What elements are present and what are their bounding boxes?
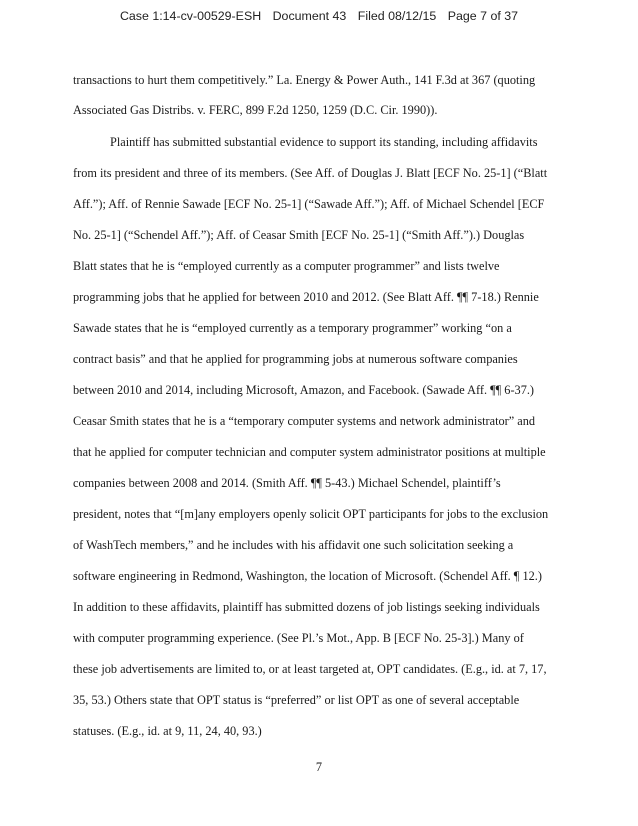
document-number: Document 43 (272, 9, 347, 23)
body-line: that he applied for computer technician and computer system administrator positions at multiple (73, 445, 546, 459)
body-line: with computer programming experience. (See Pl.’s Mot., App. B [ECF No. 25-3].) Many of (73, 631, 524, 645)
body-line: Blatt states that he is “employed currently as a computer programmer” and lists twelve (73, 259, 500, 273)
body-line: software engineering in Redmond, Washington, the location of Microsoft. (Schendel Aff. ¶ 12.) (73, 569, 542, 583)
body-line: companies between 2008 and 2014. (Smith Aff. ¶¶ 5-43.) Michael Schendel, plaintiff’s (73, 476, 501, 490)
body-line: programming jobs that he applied for between 2010 and 2012. (See Blatt Aff. ¶¶ 7-18.) Rennie (73, 290, 539, 304)
body-line: president, notes that “[m]any employers openly solicit OPT participants for jobs to the exclusion (73, 507, 549, 521)
body-line: Associated Gas Distribs. v. FERC, 899 F.2d 1250, 1259 (D.C. Cir. 1990)). (73, 103, 438, 117)
body-line: statuses. (E.g., id. at 9, 11, 24, 40, 93.) (73, 724, 262, 738)
case-header (0, 9, 638, 23)
body-line: these job advertisements are limited to, or at least targeted at, OPT candidates. (E.g., id. at 7, 17, (73, 662, 547, 676)
filed-date: Filed 08/12/15 (357, 9, 437, 23)
page-of: Page 7 of 37 (447, 9, 519, 23)
body-line: Plaintiff has submitted substantial evidence to support its standing, including affidavits (110, 135, 538, 149)
body-line: contract basis” and that he applied for programming jobs at numerous software companies (73, 352, 518, 366)
case-number: Case 1:14-cv-00529-ESH (119, 9, 262, 23)
body-line: of WashTech members,” and he includes with his affidavit one such solicitation seeking a (73, 538, 514, 552)
body-line: Ceasar Smith states that he is a “temporary computer systems and network administrator” and (73, 414, 536, 428)
body-line: Sawade states that he is “employed currently as a temporary programmer” working “on a (73, 321, 512, 335)
body-line: transactions to hurt them competitively.” La. Energy & Power Auth., 141 F.3d at 367 (quoting (73, 73, 536, 87)
body-line: from its president and three of its members. (See Aff. of Douglas J. Blatt [ECF No. 25-1] (“Blatt (73, 166, 548, 180)
body-line: 35, 53.) Others state that OPT status is “preferred” or list OPT as one of several acceptable (73, 693, 520, 707)
body-line: between 2010 and 2014, including Microsoft, Amazon, and Facebook. (Sawade Aff. ¶¶ 6-37.) (73, 383, 535, 397)
body-line: Aff.”); Aff. of Rennie Sawade [ECF No. 25-1] (“Sawade Aff.”); Aff. of Michael Schendel [ECF (73, 197, 545, 211)
body-line: No. 25-1] (“Schendel Aff.”); Aff. of Ceasar Smith [ECF No. 25-1] (“Smith Aff.”).) Douglas (73, 228, 525, 242)
page-number: 7 (315, 760, 323, 774)
body-line: In addition to these affidavits, plaintiff has submitted dozens of job listings seeking individuals (73, 600, 540, 614)
